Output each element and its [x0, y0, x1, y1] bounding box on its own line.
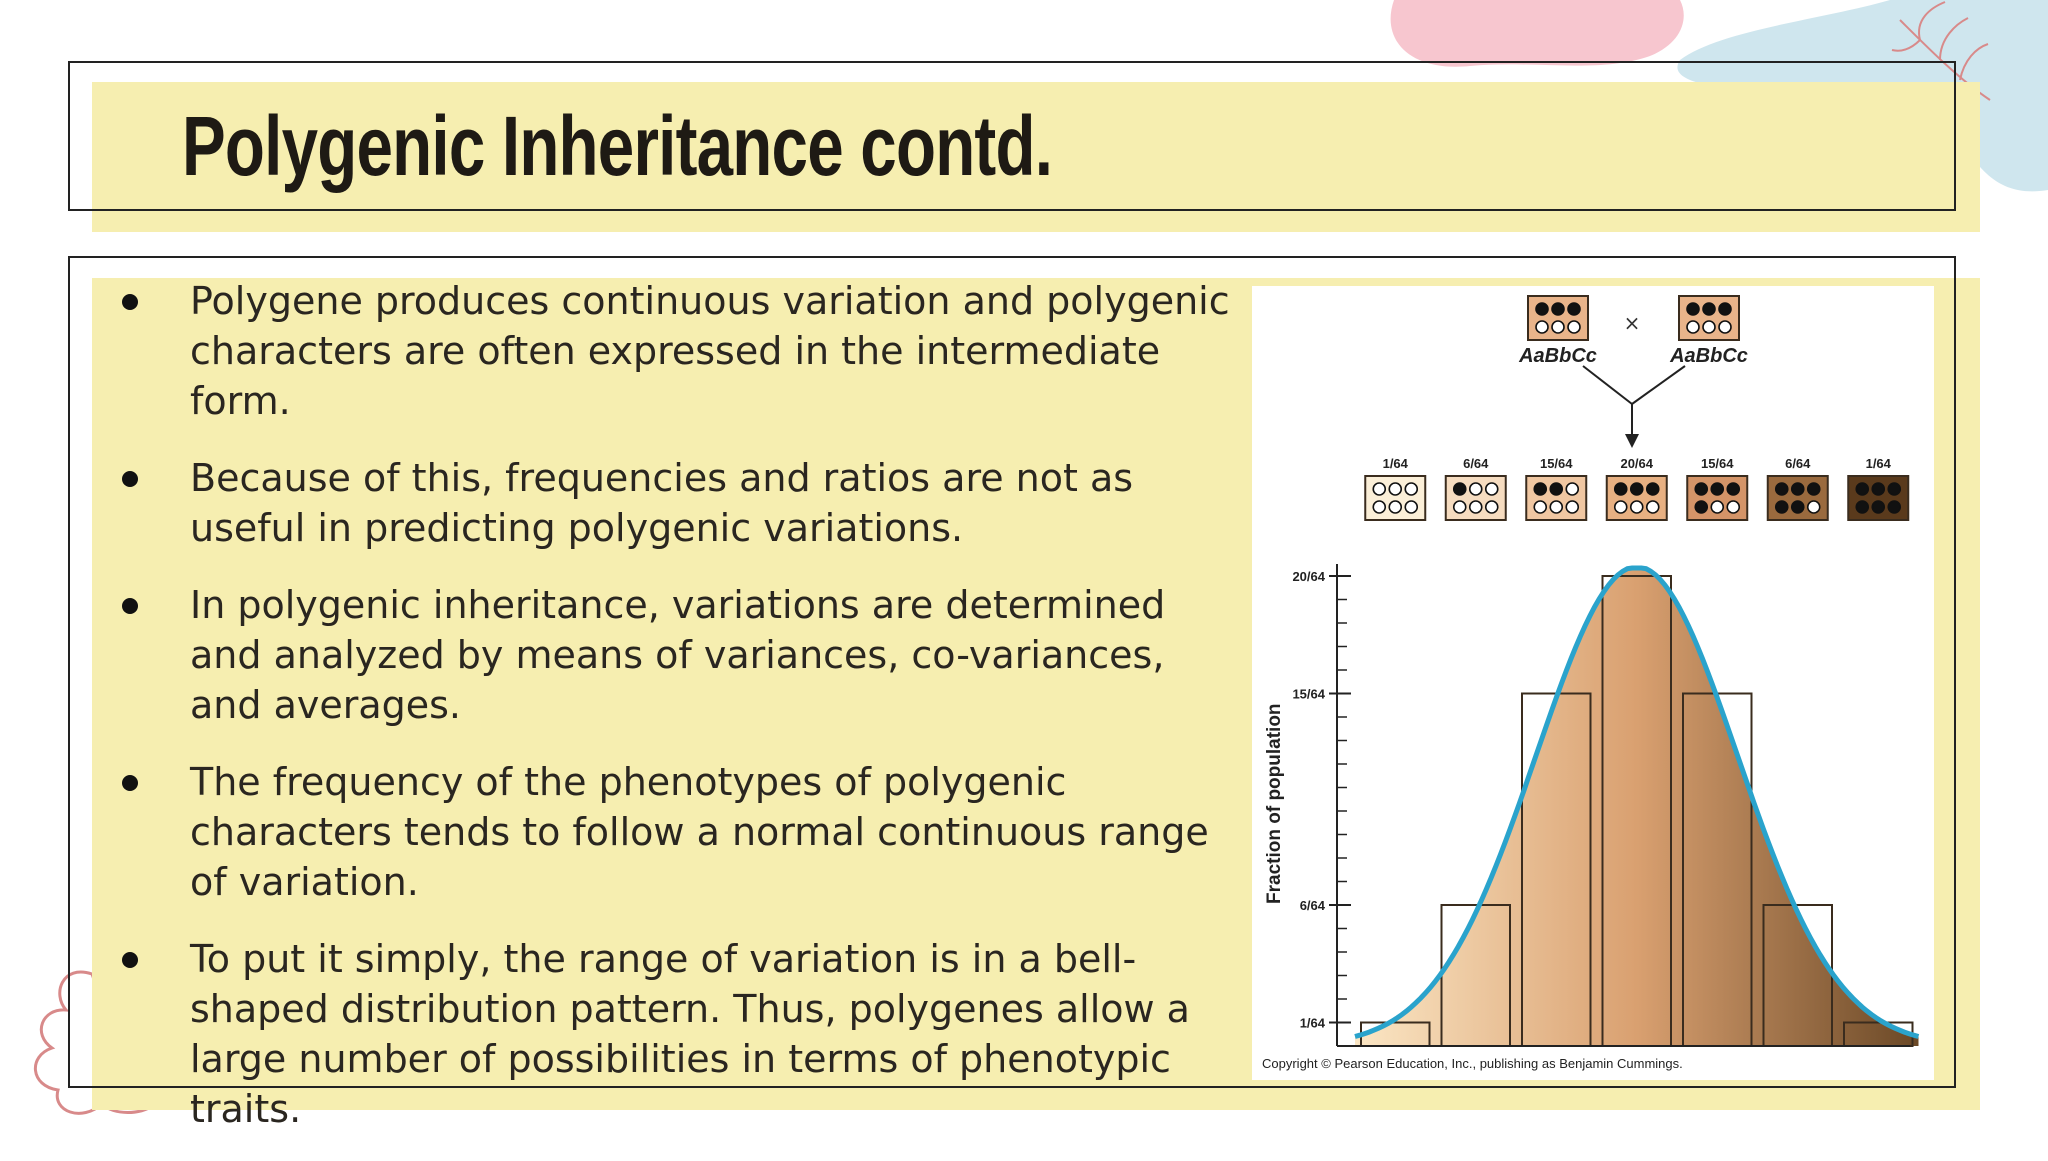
offspring-genotype [1526, 476, 1586, 520]
allele-recessive-dot [1373, 483, 1385, 495]
allele-dominant-dot [1568, 303, 1580, 315]
allele-dominant-dot [1792, 483, 1804, 495]
offspring-fraction-label: 15/64 [1700, 456, 1734, 471]
y-tick-label: 15/64 [1292, 686, 1325, 702]
allele-dominant-dot [1888, 501, 1900, 513]
offspring-genotype [1607, 476, 1667, 520]
allele-recessive-dot [1486, 483, 1498, 495]
allele-recessive-dot [1536, 321, 1548, 333]
allele-dominant-dot [1631, 483, 1643, 495]
allele-recessive-dot [1454, 501, 1466, 513]
allele-recessive-dot [1568, 321, 1580, 333]
allele-recessive-dot [1711, 501, 1723, 513]
allele-dominant-dot [1856, 483, 1868, 495]
copyright-note: Copyright © Pearson Education, Inc., publishing as Benjamin Cummings. [1262, 1056, 1683, 1071]
allele-dominant-dot [1536, 303, 1548, 315]
allele-dominant-dot [1727, 483, 1739, 495]
bullet-list [112, 276, 1242, 1161]
offspring-fraction-label: 6/64 [1463, 456, 1489, 471]
allele-dominant-dot [1687, 303, 1699, 315]
offspring-genotype [1848, 476, 1908, 520]
offspring-genotype [1365, 476, 1425, 520]
allele-dominant-dot [1695, 501, 1707, 513]
allele-dominant-dot [1776, 483, 1788, 495]
bullet-dot-icon [122, 775, 138, 791]
allele-recessive-dot [1373, 501, 1385, 513]
allele-dominant-dot [1647, 483, 1659, 495]
offspring-genotype [1768, 476, 1828, 520]
allele-recessive-dot [1566, 483, 1578, 495]
allele-dominant-dot [1711, 483, 1723, 495]
bullet-text: The frequency of the phenotypes of polygenic characters tends to follow a normal continuous range of variation. [190, 760, 1209, 904]
offspring-genotype [1446, 476, 1506, 520]
allele-recessive-dot [1719, 321, 1731, 333]
allele-dominant-dot [1695, 483, 1707, 495]
allele-dominant-dot [1534, 483, 1546, 495]
allele-recessive-dot [1550, 501, 1562, 513]
bullet-text: Because of this, frequencies and ratios are not as useful in predicting polygenic variations. [190, 456, 1134, 550]
allele-recessive-dot [1405, 501, 1417, 513]
bell-curve-chart [1252, 286, 1934, 1080]
offspring-fraction-label: 1/64 [1865, 456, 1891, 471]
allele-recessive-dot [1703, 321, 1715, 333]
parent-label-left: AaBbCc [1519, 345, 1597, 367]
allele-dominant-dot [1808, 483, 1820, 495]
allele-recessive-dot [1566, 501, 1578, 513]
allele-recessive-dot [1389, 483, 1401, 495]
bullet-dot-icon [122, 598, 138, 614]
allele-recessive-dot [1470, 483, 1482, 495]
cross-arrow [1583, 366, 1685, 448]
allele-dominant-dot [1888, 483, 1900, 495]
allele-dominant-dot [1703, 303, 1715, 315]
allele-recessive-dot [1631, 501, 1643, 513]
bullet-dot-icon [122, 952, 138, 968]
allele-recessive-dot [1687, 321, 1699, 333]
allele-recessive-dot [1615, 501, 1627, 513]
y-tick-label: 6/64 [1299, 898, 1325, 913]
offspring-fraction-label: 1/64 [1382, 456, 1408, 471]
parent-label-right: AaBbCc [1670, 345, 1748, 367]
allele-dominant-dot [1872, 483, 1884, 495]
bullet-dot-icon [122, 294, 138, 310]
allele-recessive-dot [1647, 501, 1659, 513]
offspring-fraction-label: 6/64 [1785, 456, 1811, 471]
allele-dominant-dot [1792, 501, 1804, 513]
allele-dominant-dot [1615, 483, 1627, 495]
y-tick-label: 1/64 [1299, 1015, 1325, 1031]
allele-dominant-dot [1872, 501, 1884, 513]
bullet-item [112, 453, 1242, 553]
slide-title: Polygenic Inheritance contd. [182, 99, 1053, 193]
cross-symbol: × [1623, 311, 1641, 335]
allele-recessive-dot [1727, 501, 1739, 513]
allele-recessive-dot [1808, 501, 1820, 513]
bullet-text: In polygenic inheritance, variations are determined and analyzed by means of variances, co-variances, and averages. [190, 583, 1166, 727]
bullet-item [112, 757, 1242, 907]
bullet-item [112, 276, 1242, 426]
bullet-item [112, 580, 1242, 730]
bullet-text: To put it simply, the range of variation is in a bell-shaped distribution pattern. Thus, polygenes allow a large number of possibilities in terms of phenotypic traits. [190, 937, 1190, 1131]
allele-dominant-dot [1719, 303, 1731, 315]
parent-genotype-right [1679, 296, 1739, 340]
bullet-dot-icon [122, 471, 138, 487]
polygenic-figure [1252, 286, 1934, 1080]
allele-recessive-dot [1389, 501, 1401, 513]
allele-recessive-dot [1486, 501, 1498, 513]
allele-dominant-dot [1454, 483, 1466, 495]
allele-recessive-dot [1534, 501, 1546, 513]
allele-recessive-dot [1470, 501, 1482, 513]
offspring-genotype [1687, 476, 1747, 520]
allele-dominant-dot [1776, 501, 1788, 513]
bullet-item [112, 934, 1242, 1134]
allele-recessive-dot [1405, 483, 1417, 495]
y-axis-label: Fraction of population [1264, 703, 1285, 904]
y-tick-label: 20/64 [1292, 569, 1325, 584]
offspring-fraction-label: 15/64 [1539, 456, 1573, 471]
bullet-text: Polygene produces continuous variation and polygenic characters are often expressed in the intermediate form. [190, 279, 1230, 423]
allele-recessive-dot [1552, 321, 1564, 333]
parent-genotype-left [1528, 296, 1588, 340]
allele-dominant-dot [1550, 483, 1562, 495]
allele-dominant-dot [1552, 303, 1564, 315]
offspring-fraction-label: 20/64 [1620, 456, 1654, 471]
allele-dominant-dot [1856, 501, 1868, 513]
